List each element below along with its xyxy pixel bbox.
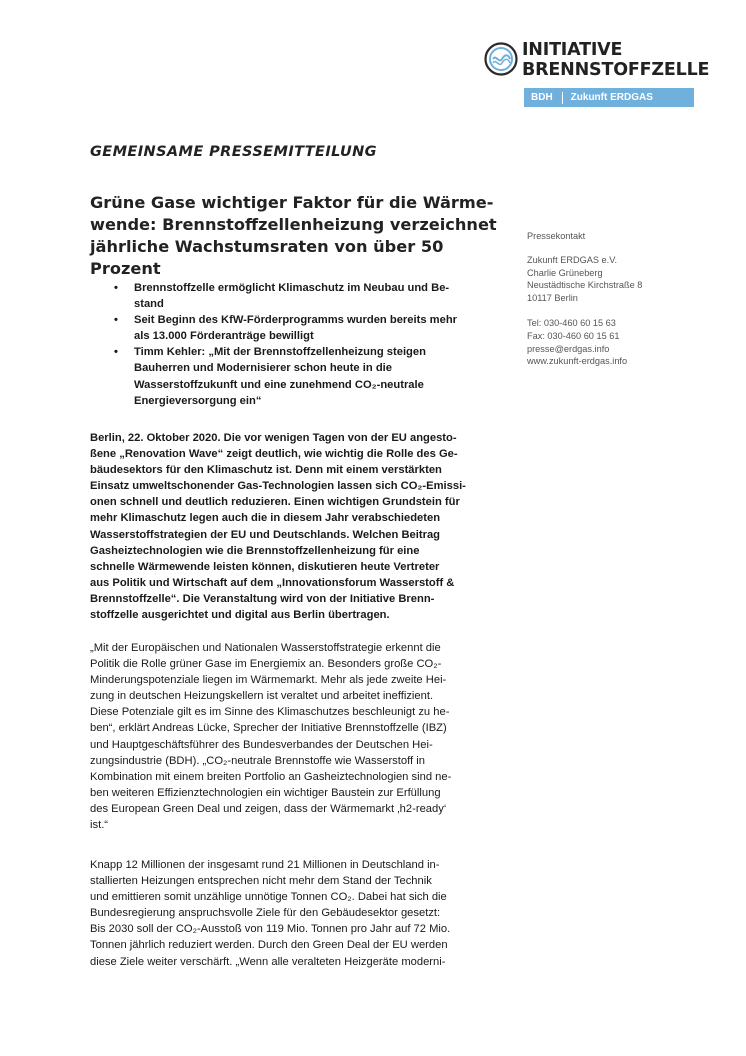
contact-name: Charlie Grüneberg [527,267,603,278]
key-point [114,312,510,344]
contact-email-link[interactable]: presse@erdgas.info [527,343,610,354]
key-point [114,344,510,408]
contact-tel: Tel: 030-460 60 15 63 [527,317,616,328]
contact-address [527,254,707,305]
contact-fax: Fax: 030-460 60 15 61 [527,330,620,341]
contact-channels [527,317,707,368]
key-point [114,280,510,312]
logo-partner-bar [524,88,694,107]
fuel-cell-logo-icon [484,42,518,76]
headline-line: Grüne Gase wichtiger Faktor für die Wärme- [90,193,494,212]
logo-bar-bdh: BDH [531,92,553,103]
press-release-kicker: GEMEINSAME PRESSEMITTEILUNG [90,144,377,160]
contact-city: 10117 Berlin [527,293,578,304]
key-point-text: Brennstoffzelle ermöglicht Klimaschutz im Neubau und Be- stand [134,282,450,311]
logo-wordmark [522,40,709,80]
headline [90,192,510,280]
headline-line: jährliche Wachstumsraten von über 50 Prozent [90,237,444,278]
press-contact-label: Pressekontakt [527,231,586,241]
logo-bar-divider [562,92,563,104]
logo-bar-zukunft-erdgas: Zukunft ERDGAS [570,92,653,103]
contact-web-link[interactable]: www.zukunft-erdgas.info [527,356,628,367]
body-paragraph: Knapp 12 Millionen der insgesamt rund 21 Millionen in Deutschland in- stallierten Heizungen entsprechen nicht mehr dem Stand der Technik und emittieren somit unzählige unnötige Tonnen CO₂. Dabei hat sich die Bundesregierung anspruchsvolle Ziele für den Gebäudesektor gesetzt: Bis 2030 soll der CO₂-Ausstoß von 119 Mio. Tonnen pro Jahr auf 72 Mio. Tonnen jährlich reduziert werden. Durch den Green Deal der EU werden diese Ziele weiter verschärft. „Wenn alle veralteten Heizgeräte moderni- [90,859,451,968]
key-point-text: Seit Beginn des KfW-Förderprogramms wurden bereits mehr als 13.000 Förderanträge bewilligt [134,314,458,343]
contact-street: Neustädtische Kirchstraße 8 [527,280,643,291]
logo-line-1: INITIATIVE [522,40,623,60]
body-paragraph: „Mit der Europäischen und Nationalen Wasserstoffstrategie erkennt die Politik die Rolle grüner Gase im Energiemix an. Besonders große CO₂- Minderungspotenziale liegen im Wärmemarkt. Mehr als jede zweite Hei- zung in deutschen Heizungskellern ist veraltet und arbeitet ineffizient. Diese Potenziale gilt es im Sinne des Klimaschutzes beschleunigt zu he- ben“, erklärt Andreas Lücke, Sprecher der Initiative Brennstoffzelle (IBZ) und Hauptgeschäftsführer des Bundesverbandes der Deutschen Hei- zungsindustrie (BDH). „CO₂-neutrale Brennstoffe wie Wasserstoff in Kombination mit einem breiten Portfolio an Gasheiztechnologien sind ne- ben weiteren Effizienztechnologien ein wichtiger Baustein zur Erfüllung des European Green Deal und zeigen, dass der Wärmemarkt ‚h2-ready‘ ist.“ [90,642,452,832]
logo [484,40,710,110]
lead-paragraph: Berlin, 22. Oktober 2020. Die vor wenigen Tagen von der EU angesto- ßene „Renovation Wave“ zeigt deutlich, wie wichtig die Rolle des Ge- bäudesektors für den Klimaschutz ist. Denn mit einem verstärkten Einsatz umweltschonender Gas-Technologien lassen sich CO₂-Emissi- onen schnell und deutlich reduzieren. Einen wichtigen Grundstein für mehr Klimaschutz legen auch die in diesem Jahr verabschiedeten Wasserstoffstrategien der EU und Deutschlands. Welchen Beitrag Gasheiztechnologien wie die Brennstoffzellenheizung für eine schnelle Wärmewende leisten können, diskutieren heute Vertreter aus Politik und Wirtschaft auf dem „Innovationsforum Wasserstoff & Brennstoffzelle“. Die Veranstaltung wird von der Initiative Brenn- stoffzelle ausgerichtet und digital aus Berlin übertragen. [90,432,466,622]
key-point-text: Timm Kehler: „Mit der Brennstoffzellenheizung steigen Bauherren und Modernisierer schon heute in die Wasserstoffzukunft und eine zunehmend CO₂-neutrale Energieversorgung ein“ [134,346,426,407]
logo-line-2: BRENNSTOFFZELLE [522,60,710,80]
headline-line: wende: Brennstoffzellenheizung verzeichnet [90,215,497,234]
contact-org: Zukunft ERDGAS e.V. [527,254,618,265]
key-points-list [114,280,510,409]
press-contact [527,230,707,380]
